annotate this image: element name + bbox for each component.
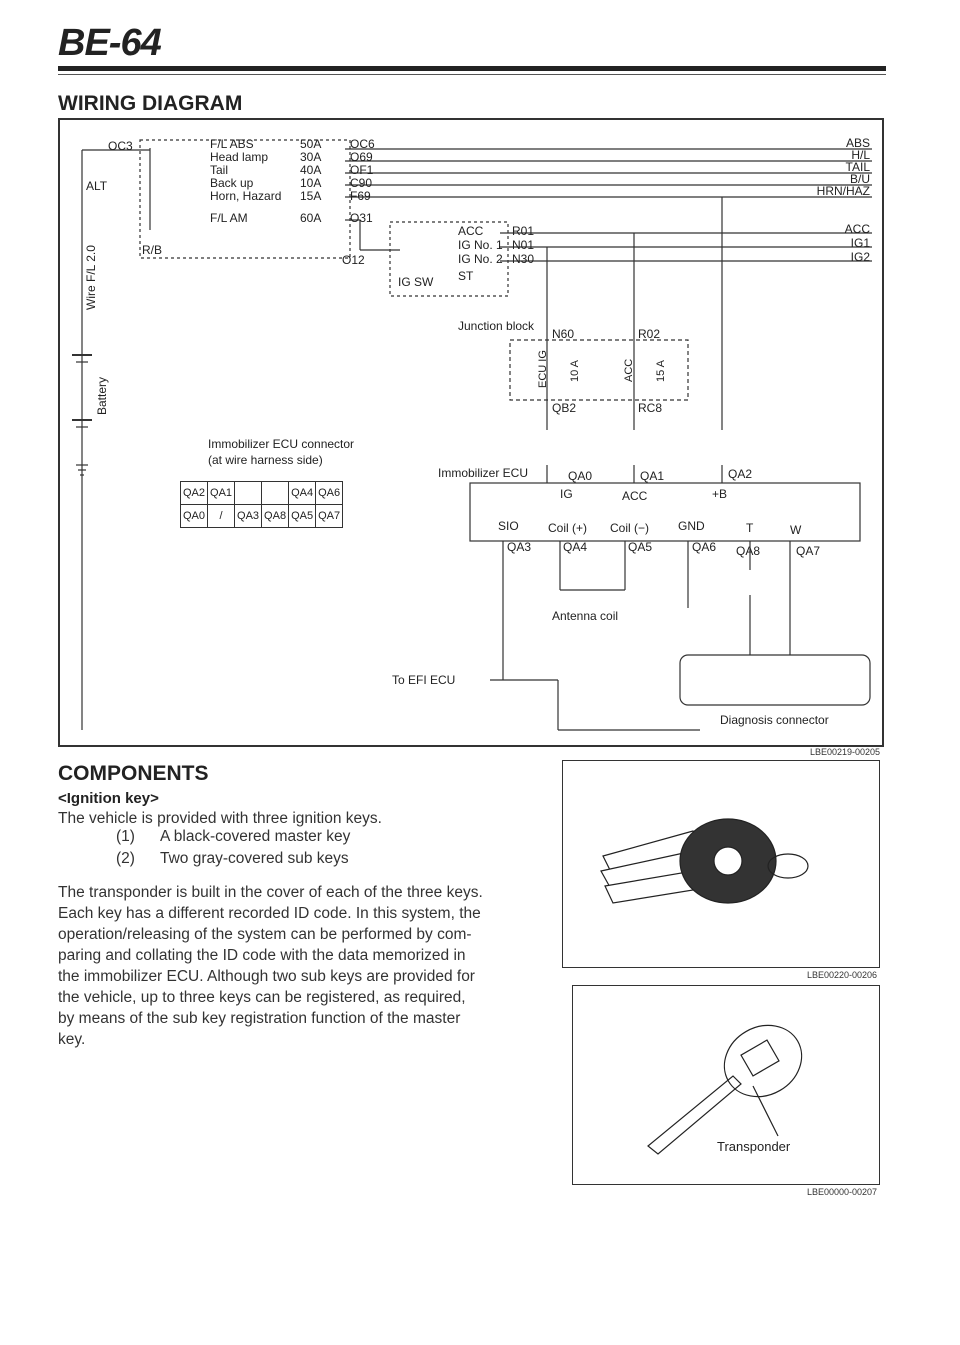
antenna-coil-label: Antenna coil	[552, 609, 619, 623]
ecu-pin: QA5	[628, 540, 653, 554]
ecu-pin: QA8	[736, 544, 761, 558]
ecu-terminal: T	[746, 521, 754, 535]
paragraph-line: by means of the sub key registration function of the master	[58, 1010, 461, 1027]
ecu-pin: QA1	[640, 469, 665, 483]
wiring-diagram	[58, 118, 884, 757]
ig-code: R01	[512, 224, 535, 238]
ecu-terminal: IG	[560, 487, 573, 501]
connector-pin: QA8	[262, 505, 289, 528]
components-title: COMPONENTS	[58, 762, 209, 785]
fuse-rating: 30A	[300, 150, 322, 164]
paragraph-line: paring and collating the ID code with the data memorized in	[58, 947, 466, 964]
ecu-pin: QA7	[796, 544, 821, 558]
ig-position: IG No. 2	[458, 252, 503, 266]
figure-code: LBE00220-00206	[806, 970, 877, 980]
ecu-terminal: SIO	[498, 519, 519, 533]
junction-code: RC8	[638, 401, 663, 415]
header-rule	[58, 66, 886, 71]
ecu-label: Immobilizer ECU	[438, 466, 529, 480]
paragraph-line: the immobilizer ECU. Although two sub keys are provided for	[58, 968, 475, 985]
ig-code: N01	[512, 238, 535, 252]
junction-code: N60	[552, 327, 575, 341]
output-label: H/L	[851, 148, 870, 162]
transponder-illustration	[573, 986, 879, 1184]
keys-figure	[562, 760, 880, 980]
to-efi-label: To EFI ECU	[392, 673, 456, 687]
fuse-name: F/L ABS	[210, 137, 254, 151]
connector-pin: /	[208, 505, 235, 528]
junction-fuse-rating: 15 A	[655, 359, 667, 382]
paragraph-line: Each key has a different recorded ID code. In this system, the	[58, 905, 481, 922]
fuse-right-code: O31	[350, 211, 373, 225]
connector-pin: QA3	[235, 505, 262, 528]
diagnosis-connector-label: Diagnosis connector	[720, 713, 829, 727]
ecu-connector-table	[180, 481, 343, 528]
junction-fuse-name: ECU IG	[537, 350, 549, 388]
paragraph-line: operation/releasing of the system can be performed by com-	[58, 926, 472, 943]
junction-code: R02	[638, 327, 661, 341]
ecu-terminal: +B	[712, 487, 728, 501]
fuse-right-code: F69	[350, 189, 371, 203]
ig-switch-label: IG SW	[398, 275, 434, 289]
output-label: IG2	[850, 250, 870, 264]
paragraph-line: The transponder is built in the cover of each of the three keys.	[58, 884, 483, 901]
transponder-figure	[572, 985, 880, 1197]
fuse-name: Head lamp	[210, 150, 269, 164]
battery-label: Battery	[95, 376, 109, 415]
fuse-rating: 50A	[300, 137, 322, 151]
junction-fuse-name: ACC	[623, 358, 635, 382]
ig-position: IG No. 1	[458, 238, 503, 252]
list-num: (1)	[116, 828, 135, 845]
ecu-pin: QA2	[728, 467, 753, 481]
paragraph-line: the vehicle, up to three keys can be registered, as required,	[58, 989, 466, 1006]
alt-label: ALT	[86, 179, 108, 193]
ignition-key-subtitle: <Ignition key>	[58, 790, 159, 807]
output-label: B/U	[849, 172, 870, 186]
output-label: ABS	[845, 136, 870, 150]
list-num: (2)	[116, 850, 135, 867]
ecu-pin: QA3	[507, 540, 532, 554]
junction-block-label: Junction block	[458, 319, 535, 333]
ecu-terminal: ACC	[622, 489, 648, 503]
junction-fuse-rating: 10 A	[569, 359, 581, 382]
ecu-pin: QA6	[692, 540, 717, 554]
connector-caption: Immobilizer ECU connector	[208, 437, 355, 451]
connector-pin: QA5	[289, 505, 316, 528]
output-label: HRN/HAZ	[816, 184, 870, 198]
connector-pin	[262, 482, 289, 505]
ecu-pin: QA0	[568, 469, 593, 483]
intro-text: The vehicle is provided with three ignition keys.	[58, 810, 382, 827]
fuse-right-code: OC6	[350, 137, 375, 151]
connector-pin: QA1	[208, 482, 235, 505]
connector-pin: QA7	[316, 505, 343, 528]
output-label: ACC	[844, 222, 870, 236]
fuse-rating: 10A	[300, 176, 322, 190]
output-label: IG1	[850, 236, 870, 250]
o12-label: O12	[342, 253, 365, 267]
transponder-label: Transponder	[717, 1139, 791, 1154]
fuse-rating: 60A	[300, 211, 322, 225]
junction-code: QB2	[552, 401, 577, 415]
paragraph-line: key.	[58, 1031, 86, 1048]
figure-code: LBE00000-00207	[806, 1187, 877, 1197]
figure-code: LBE00219-00205	[809, 747, 880, 757]
ig-position: ACC	[458, 224, 484, 238]
header-rule-thin	[58, 74, 886, 75]
wiring-lines	[60, 120, 882, 745]
list-text: Two gray-covered sub keys	[160, 850, 349, 867]
ecu-terminal: W	[790, 523, 802, 537]
fuse-right-code: OF1	[350, 163, 374, 177]
fuse-right-code: C90	[350, 176, 373, 190]
page-number: BE-64	[58, 22, 161, 64]
ig-code: N30	[512, 252, 535, 266]
fuse-rating: 15A	[300, 189, 322, 203]
fuse-name: Back up	[210, 176, 254, 190]
fuse-rating: 40A	[300, 163, 322, 177]
output-label: TAIL	[845, 160, 870, 174]
ecu-terminal: Coil (+)	[548, 521, 588, 535]
fuse-left-code: OC3	[108, 139, 133, 153]
connector-pin: QA2	[181, 482, 208, 505]
connector-pin: QA0	[181, 505, 208, 528]
wire-label: Wire F/L 2.0	[84, 245, 98, 310]
connector-caption: (at wire harness side)	[208, 453, 323, 467]
rb-label: R/B	[142, 243, 163, 257]
ecu-terminal: Coil (−)	[610, 521, 650, 535]
ig-position: ST	[458, 269, 474, 283]
fuse-name: F/L AM	[210, 211, 248, 225]
section-title: WIRING DIAGRAM	[58, 92, 243, 115]
ecu-terminal: GND	[678, 519, 705, 533]
list-text: A black-covered master key	[160, 828, 351, 845]
keys-illustration	[563, 761, 879, 967]
connector-pin: QA6	[316, 482, 343, 505]
connector-pin	[235, 482, 262, 505]
fuse-name: Horn, Hazard	[210, 189, 282, 203]
connector-pin: QA4	[289, 482, 316, 505]
fuse-right-code: O69	[350, 150, 373, 164]
fuse-name: Tail	[210, 163, 229, 177]
ecu-pin: QA4	[563, 540, 588, 554]
